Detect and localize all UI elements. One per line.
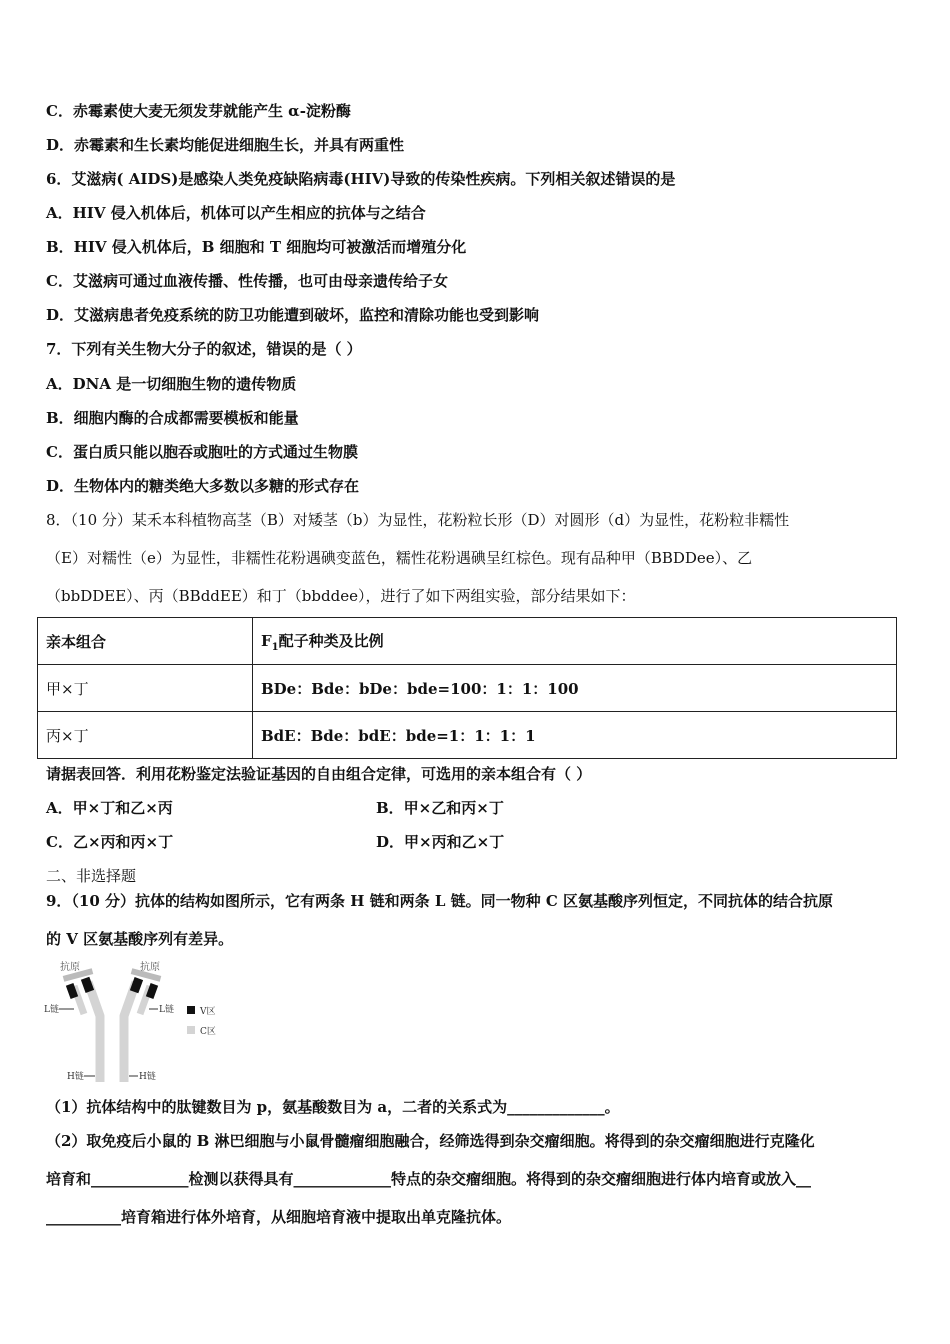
q7-option-c: C．蛋白质只能以胞吞或胞吐的方式通过生物膜 [46, 443, 358, 461]
q5-option-d: D．赤霉素和生长素均能促进细胞生长，并具有两重性 [46, 136, 405, 154]
table-cell-cross: 丙×丁 [38, 712, 253, 759]
h-chain-right [124, 982, 136, 1082]
q7-stem: 7．下列有关生物大分子的叙述，错误的是（ ） [46, 340, 362, 358]
h-chain-left [88, 982, 100, 1082]
q8-option-b: B．甲×乙和丙×丁 [376, 799, 504, 817]
q7-option-b: B．细胞内酶的合成都需要模板和能量 [46, 409, 299, 427]
q8-results-table [37, 617, 897, 759]
q8-stem-line1: 8．（10 分）某禾本科植物高茎（B）对矮茎（b）为显性，花粉粒长形（D）对圆形（d）为显性，花粉粒非糯性 [46, 511, 790, 529]
legend-v-swatch [187, 1006, 195, 1014]
antigen-right-label: 抗原 [140, 962, 160, 973]
q8-question: 请据表回答．利用花粉鉴定法验证基因的自由组合定律，可选用的亲本组合有（ ） [46, 765, 592, 783]
legend-c-label: C区 [200, 1027, 216, 1037]
table-cell-result: BDe：Bde：bDe：bde=100：1：1：100 [253, 665, 897, 712]
section-heading: 二、非选择题 [46, 867, 137, 885]
l-chain-right-label: L链 [159, 1005, 174, 1015]
q6-option-c: C．艾滋病可通过血液传播、性传播，也可由母亲遗传给子女 [46, 272, 448, 290]
q6-option-b: B．HIV 侵入机体后，B 细胞和 T 细胞均可被激活而增殖分化 [46, 238, 467, 256]
antibody-diagram [40, 958, 240, 1088]
v-region-left-h [81, 977, 94, 993]
h-chain-left-label: H链 [67, 1072, 84, 1082]
q6-option-d: D．艾滋病患者免疫系统的防卫功能遭到破坏，监控和清除功能也受到影响 [46, 306, 540, 324]
q9-part2-line3: __________培育箱进行体外培育，从细胞培育液中提取出单克隆抗体。 [46, 1208, 512, 1226]
h-chain-right-label: H链 [139, 1072, 156, 1082]
q8-option-c: C．乙×丙和丙×丁 [46, 833, 174, 851]
q9-stem-line2: 的 V 区氨基酸序列有差异。 [46, 930, 234, 948]
legend-c-swatch [187, 1026, 195, 1034]
f-subscript: 1 [271, 641, 279, 653]
l-chain-left-label: L链 [44, 1005, 59, 1015]
q7-option-a: A．DNA 是一切细胞生物的遗传物质 [46, 375, 297, 393]
table-row [38, 712, 897, 759]
table-cell-result: BdE：Bde：bdE：bde=1：1：1：1 [253, 712, 897, 759]
legend-v-label: V区 [200, 1007, 216, 1017]
q8-stem-line2: （E）对糯性（e）为显性，非糯性花粉遇碘变蓝色，糯性花粉遇碘呈红棕色。现有品种甲（BBDDee）、乙 [46, 549, 753, 567]
q9-part2-line2: 培育和_____________检测以获得具有_____________特点的杂交瘤细胞。将得到的杂交瘤细胞进行体内培育或放入__ [46, 1170, 812, 1188]
table-header-row [38, 618, 897, 665]
q9-part2-line1: （2）取免疫后小鼠的 B 淋巴细胞与小鼠骨髓瘤细胞融合，经筛选得到杂交瘤细胞。将得到的杂交瘤细胞进行克隆化 [46, 1132, 815, 1150]
q8-stem-line3: （bbDDEE）、丙（BBddEE）和丁（bbddee），进行了如下两组实验，部分结果如下： [46, 587, 636, 605]
table-row [38, 665, 897, 712]
v-region-right-h [130, 977, 143, 993]
q7-option-d: D．生物体内的糖类绝大多数以多糖的形式存在 [46, 477, 360, 495]
f-label: F [261, 631, 272, 650]
table-header-gametes [253, 618, 897, 665]
q8-option-d: D．甲×丙和乙×丁 [376, 833, 505, 851]
table-header-cross: 亲本组合 [38, 618, 253, 665]
q6-stem: 6．艾滋病( AIDS)是感染人类免疫缺陷病毒(HIV)导致的传染性疾病。下列相关叙述错误的是 [46, 170, 676, 188]
antigen-left-label: 抗原 [60, 962, 80, 973]
q5-option-c: C．赤霉素使大麦无须发芽就能产生 α-淀粉酶 [46, 102, 351, 120]
q9-part1: （1）抗体结构中的肽键数目为 p，氨基酸数目为 a，二者的关系式为_____________。 [46, 1098, 620, 1116]
q8-option-a: A．甲×丁和乙×丙 [46, 799, 173, 817]
q6-option-a: A．HIV 侵入机体后，机体可以产生相应的抗体与之结合 [46, 204, 426, 222]
gamete-label: 配子种类及比例 [278, 631, 384, 650]
table-cell-cross: 甲×丁 [38, 665, 253, 712]
q9-stem-line1: 9．（10 分）抗体的结构如图所示，它有两条 H 链和两条 L 链。同一物种 C 区氨基酸序列恒定，不同抗体的结合抗原 [46, 892, 834, 910]
